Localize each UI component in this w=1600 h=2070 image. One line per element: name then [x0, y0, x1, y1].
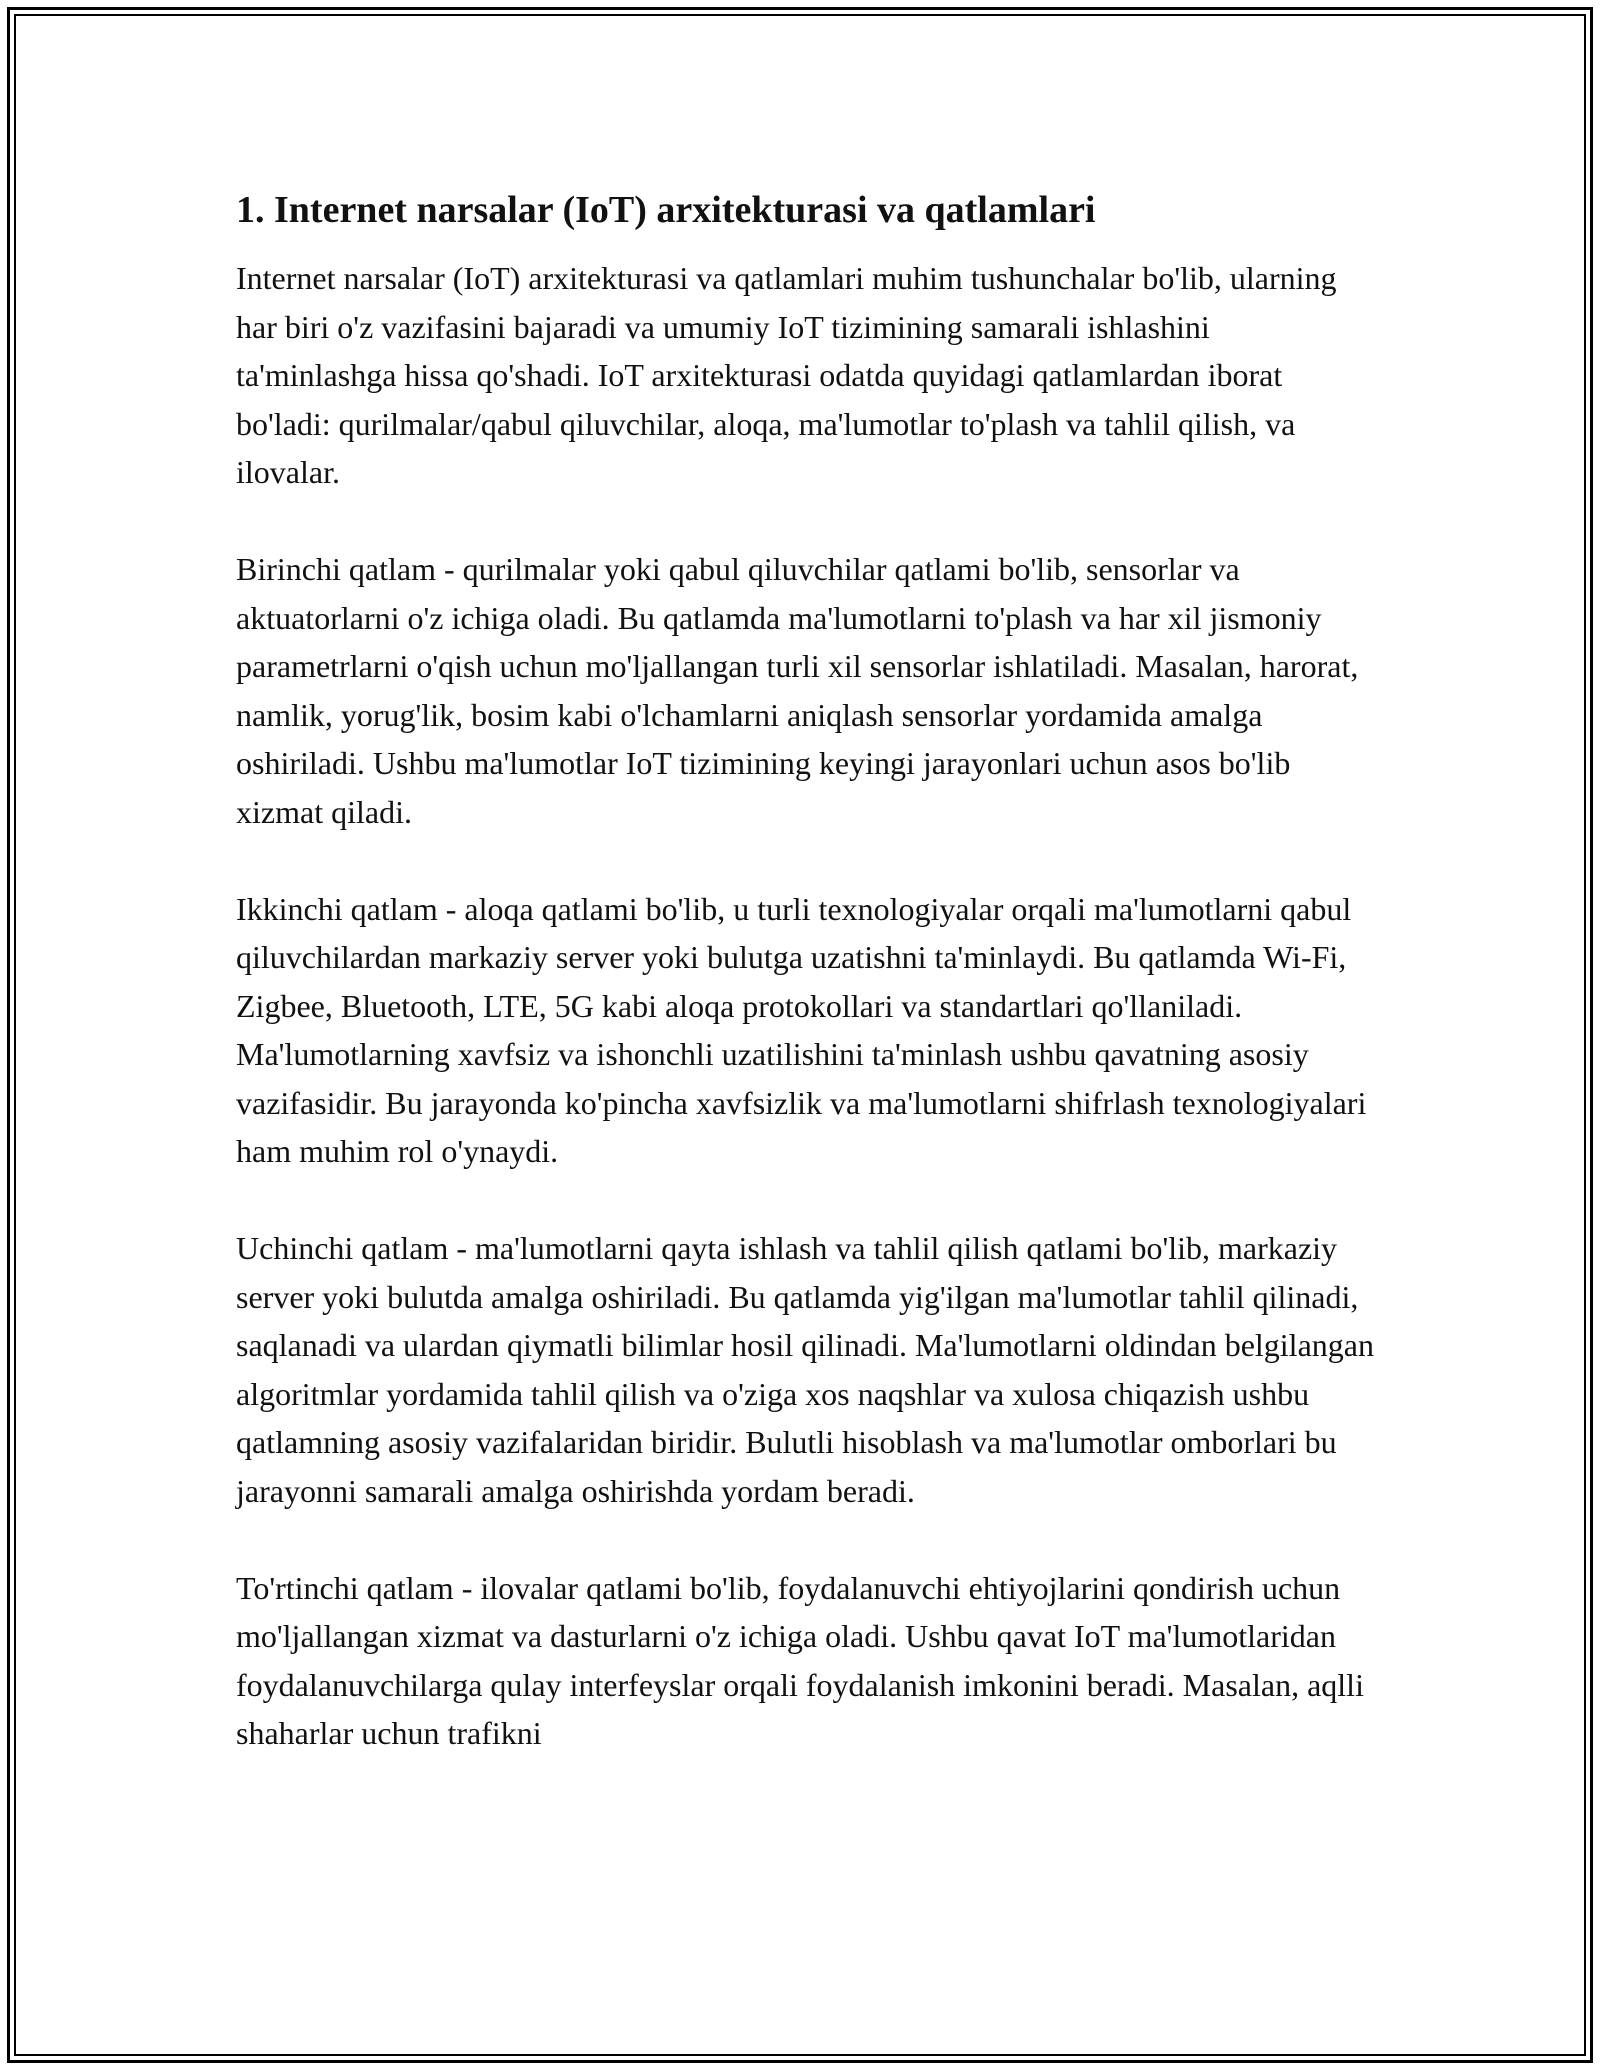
paragraph-fourth-layer: To'rtinchi qatlam - ilovalar qatlami bo'lib, foydalanuvchi ehtiyojlarini qondirish uchun mo'ljallangan xizmat va dasturlarni o'z ichiga oladi. Ushbu qavat IoT ma'lumotlaridan foydalanuvchilarga qulay interfeyslar orqali foydalanish imkonini beradi. Masalan, aqlli shaharlar uchun trafikni: [236, 1569, 1364, 1751]
paragraph-second-layer: Ikkinchi qatlam - aloqa qatlami bo'lib, u turli texnologiyalar orqali ma'lumotlarni qabul qiluvchilardan markaziy server yoki bulutga uzatishni ta'minlaydi. Bu qatlamda Wi-Fi, Zigbee, Bluetooth, LTE, 5G kabi aloqa protokollari va standartlari qo'llaniladi. Ma'lumotlarning xavfsiz va ishonchli uzatilishini ta'minlash ushbu qavatning asosiy vazifasidir. Bu jarayonda ko'pincha xavfsizlik va ma'lumotlarni shifrlash texnologiyalari ham muhim rol o'ynaydi.: [236, 890, 1367, 1169]
paragraph-first-layer: Birinchi qatlam - qurilmalar yoki qabul qiluvchilar qatlami bo'lib, sensorlar va aktuatorlarni o'z ichiga oladi. Bu qatlamda ma'lumotlarni to'plash va har xil jismoniy parametrlarni o'qish uchun mo'ljallangan turli xil sensorlar ishlatiladi. Masalan, harorat, namlik, yorug'lik, bosim kabi o'lchamlarni aniqlash sensorlar yordamida amalga oshiriladi. Ushbu ma'lumotlar IoT tizimining keyingi jarayonlari uchun asos bo'lib xizmat qiladi.: [236, 551, 1359, 830]
paragraph-intro: Internet narsalar (IoT) arxitekturasi va qatlamlari muhim tushunchalar bo'lib, ularning har biri o'z vazifasini bajaradi va umumiy IoT tizimining samarali ishlashini ta'minlashga hissa qo'shadi. IoT arxitekturasi odatda quyidagi qatlamlardan iborat bo'ladi: qurilmalar/qabul qiluvchilar, aloqa, ma'lumotlar to'plash va tahlil qilish, va ilovalar.: [236, 260, 1337, 490]
document-body: [236, 186, 1376, 1806]
page-title: 1. Internet narsalar (IoT) arxitekturasi va qatlamlari: [236, 189, 1096, 231]
paragraph-third-layer: Uchinchi qatlam - ma'lumotlarni qayta ishlash va tahlil qilish qatlami bo'lib, markaziy server yoki bulutda amalga oshiriladi. Bu qatlamda yig'ilgan ma'lumotlar tahlil qilinadi, saqlanadi va ulardan qiymatli bilimlar hosil qilinadi. Ma'lumotlarni oldindan belgilangan algoritmlar yordamida tahlil qilish va o'ziga xos naqshlar va xulosa chiqazish ushbu qatlamning asosiy vazifalaridan biridir. Bulutli hisoblash va ma'lumotlar omborlari bu jarayonni samarali amalga oshirishda yordam beradi.: [236, 1230, 1374, 1509]
